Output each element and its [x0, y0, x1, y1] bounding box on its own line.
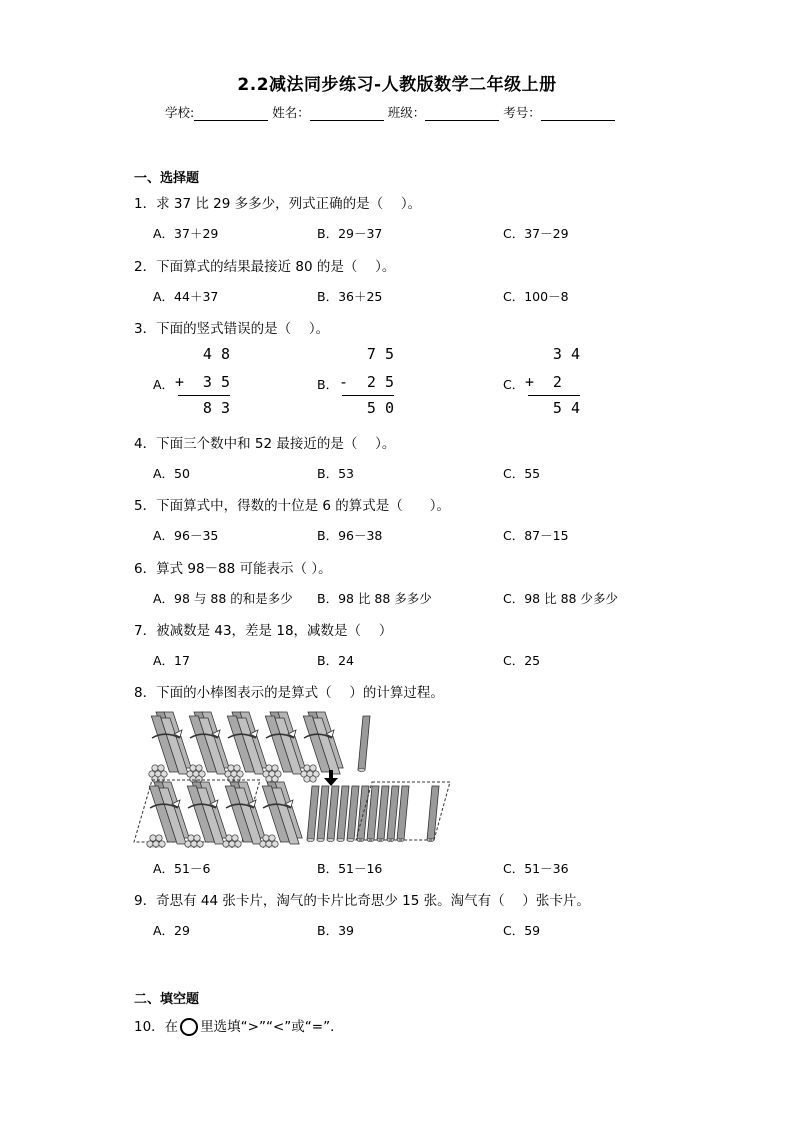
number-label: 考号： — [503, 105, 541, 120]
single-stick-top — [358, 716, 370, 772]
q3-b-result: 5 0 — [366, 399, 394, 417]
q3-c-top: 3 4 — [552, 345, 580, 363]
q5-option-a[interactable]: A．96－35 — [153, 528, 219, 543]
q3-option-b-label[interactable]: B． — [317, 377, 339, 392]
q1-option-c[interactable]: C．37－29 — [503, 226, 569, 241]
question-1: 1．求 37 比 29 多多少，列式正确的是（ ）。 — [134, 196, 422, 212]
bundle-bottom-1 — [147, 782, 189, 848]
q5-option-b[interactable]: B．96－38 — [317, 528, 383, 543]
bundle-top-2 — [187, 712, 229, 782]
q10-prefix: 10．在 — [134, 1019, 179, 1035]
q3-b-middle: 2 5 — [366, 373, 394, 391]
q3-c-middle: 2 — [552, 373, 580, 391]
q7-option-a[interactable]: A．17 — [153, 653, 190, 668]
question-3: 3．下面的竖式错误的是（ ）。 — [134, 321, 330, 337]
school-blank[interactable] — [194, 106, 268, 121]
page-title: 2.2减法同步练习-人教版数学二年级上册 — [237, 75, 557, 95]
q7-option-c[interactable]: C．25 — [503, 653, 541, 668]
q4-option-c[interactable]: C．55 — [503, 466, 541, 481]
q3-b-operator: - — [339, 373, 349, 391]
name-blank[interactable] — [310, 106, 384, 121]
q6-option-c[interactable]: C．98 比 88 少多少 — [503, 591, 618, 606]
q3-a-top: 4 8 — [202, 345, 230, 363]
q4-option-b[interactable]: B．53 — [317, 466, 354, 481]
q5-option-c[interactable]: C．87－15 — [503, 528, 569, 543]
q3-a-middle: 3 5 — [202, 373, 230, 391]
q8-option-b[interactable]: B．51－16 — [317, 861, 383, 876]
question-7: 7．被减数是 43，差是 18，减数是（ ） — [134, 623, 393, 639]
student-info — [165, 103, 619, 121]
q3-a-result: 8 3 — [202, 399, 230, 417]
circle-blank-icon — [180, 1018, 198, 1036]
question-9: 9．奇思有 44 张卡片，淘气的卡片比奇思少 15 张。淘气有（ ）张卡片。 — [134, 893, 590, 909]
question-8: 8．下面的小棒图表示的是算式（ ）的计算过程。 — [134, 685, 444, 701]
q2-option-c[interactable]: C．100－8 — [503, 289, 569, 304]
q3-a-rule — [178, 395, 230, 396]
name-label: 姓名： — [272, 105, 310, 120]
q3-b-top: 7 5 — [366, 345, 394, 363]
question-10 — [134, 1015, 344, 1036]
bundle-top-3 — [225, 712, 267, 782]
bundle-top-4 — [263, 712, 305, 782]
school-label: 学校: — [165, 105, 195, 120]
question-5: 5．下面算式中，得数的十位是 6 的算式是（ ）。 — [134, 498, 451, 514]
q3-c-result: 5 4 — [552, 399, 580, 417]
q6-option-a[interactable]: A．98 与 88 的和是多少 — [153, 591, 293, 606]
bundle-top-1 — [149, 712, 191, 782]
q1-option-a[interactable]: A．37＋29 — [153, 226, 219, 241]
q3-b-rule — [342, 395, 394, 396]
q1-option-b[interactable]: B．29－37 — [317, 226, 383, 241]
question-4: 4．下面三个数中和 52 最接近的是（ ）。 — [134, 436, 396, 452]
q7-option-b[interactable]: B．24 — [317, 653, 354, 668]
q3-vertical-a — [175, 345, 230, 420]
q4-option-a[interactable]: A．50 — [153, 466, 190, 481]
q3-c-rule — [528, 395, 580, 396]
q2-option-a[interactable]: A．44＋37 — [153, 289, 219, 304]
number-blank[interactable] — [541, 106, 615, 121]
section-choice-heading: 一、选择题 — [134, 171, 200, 186]
q3-a-operator: + — [175, 373, 185, 391]
question-6: 6．算式 98－88 可能表示（ ）。 — [134, 561, 332, 577]
q2-option-b[interactable]: B．36＋25 — [317, 289, 383, 304]
q6-option-b[interactable]: B．98 比 88 多多少 — [317, 591, 432, 606]
question-2: 2．下面算式的结果最接近 80 的是（ ）。 — [134, 259, 396, 275]
q8-option-c[interactable]: C．51－36 — [503, 861, 569, 876]
stick-bundle-illustration — [130, 708, 460, 848]
bundle-bottom-2 — [185, 782, 227, 848]
bundle-bottom-4 — [260, 782, 302, 848]
q3-c-operator: + — [525, 373, 535, 391]
q10-suffix: 里选填“>”“<”或“=”． — [200, 1019, 344, 1035]
bundle-top-5 — [301, 712, 343, 782]
q8-option-a[interactable]: A．51－6 — [153, 861, 211, 876]
section-fill-heading: 二、填空题 — [134, 992, 200, 1007]
q3-vertical-b — [339, 345, 394, 420]
q9-option-a[interactable]: A．29 — [153, 923, 190, 938]
q3-option-a-label[interactable]: A． — [153, 377, 175, 392]
loose-sticks — [307, 786, 439, 842]
q3-option-c-label[interactable]: C． — [503, 377, 525, 392]
q9-option-b[interactable]: B．39 — [317, 923, 354, 938]
q9-option-c[interactable]: C．59 — [503, 923, 541, 938]
q3-vertical-c — [525, 345, 580, 420]
class-label: 班级： — [387, 105, 426, 120]
bundle-bottom-3 — [223, 782, 265, 848]
class-blank[interactable] — [425, 106, 499, 121]
